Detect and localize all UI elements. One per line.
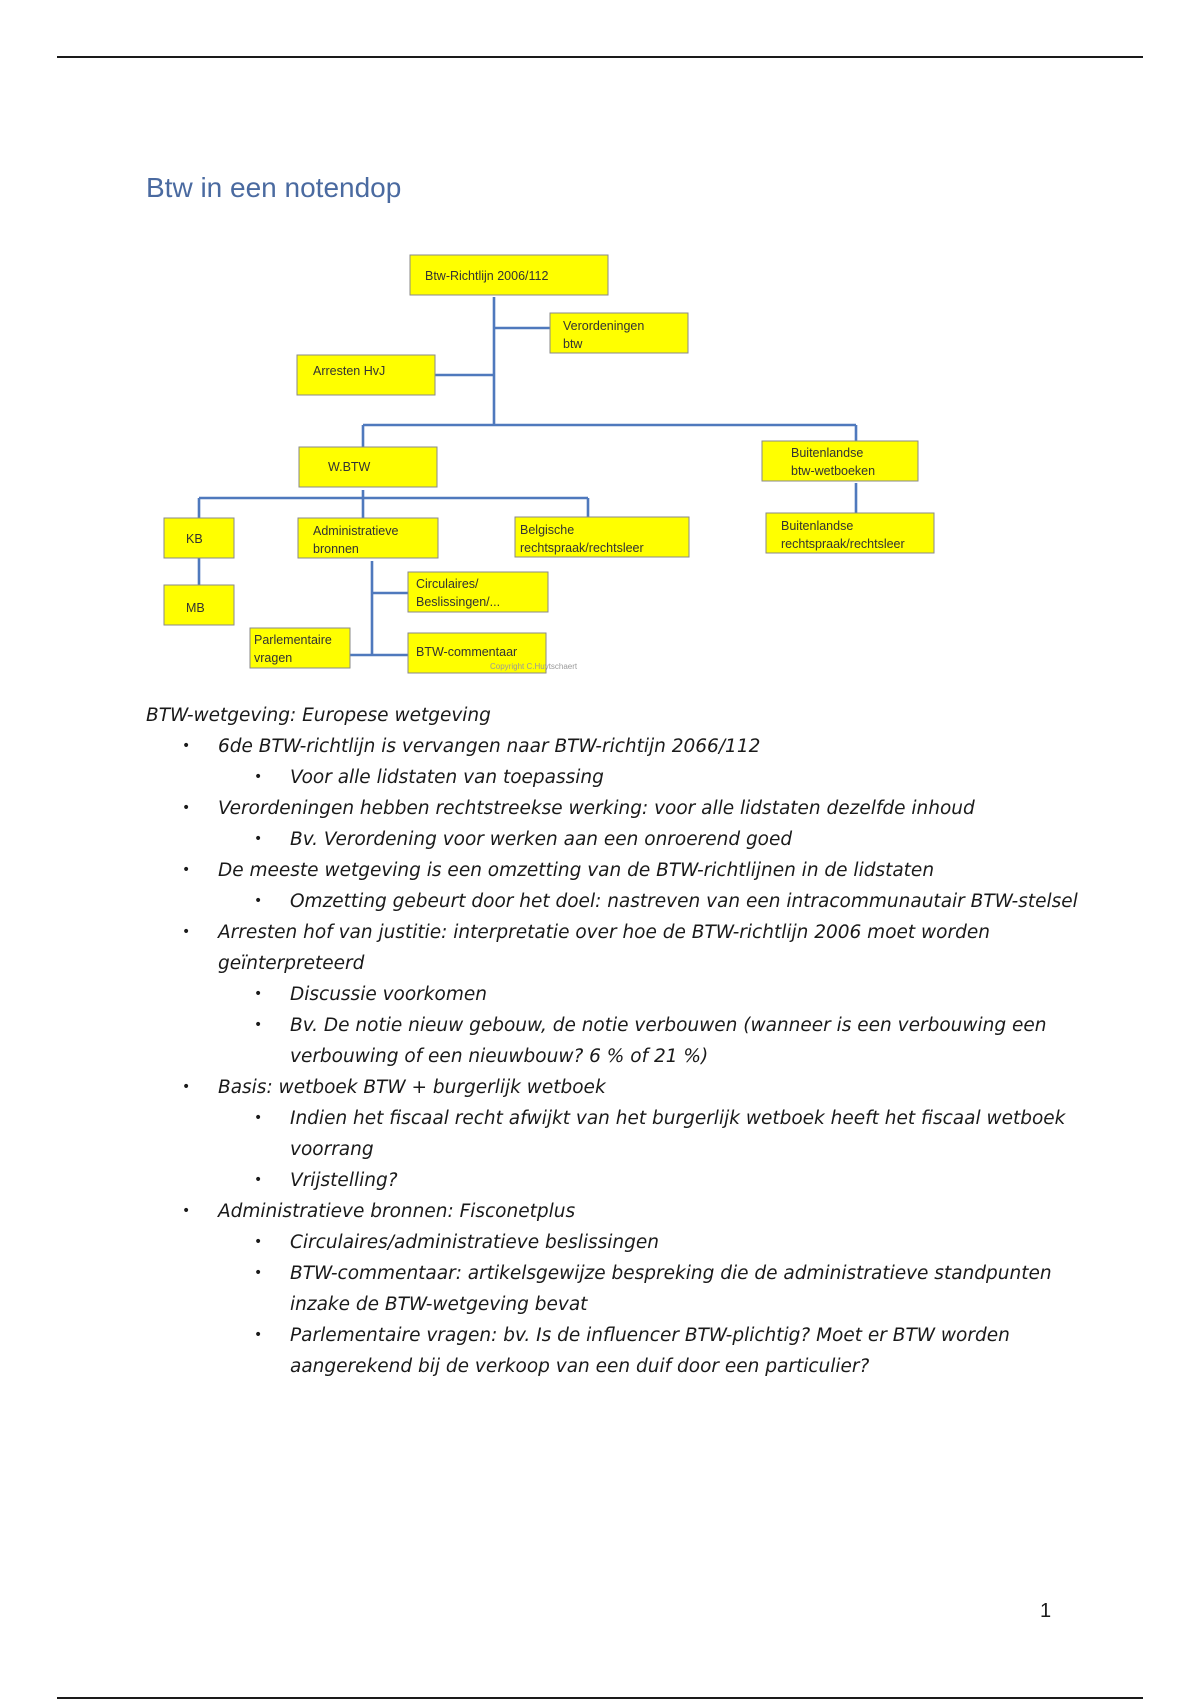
list-item: • De meeste wetgeving is een omzetting van de BTW-richtlijnen in de lidstaten bbox=[146, 855, 1086, 886]
sub-list-item: • Bv. Verordening voor werken aan een onroerend goed bbox=[146, 824, 1086, 855]
svg-text:Beslissingen/...: Beslissingen/... bbox=[416, 595, 501, 609]
list-item: • Administratieve bronnen: Fisconetplus bbox=[146, 1196, 1086, 1227]
copyright-watermark: Copyright C.Huytschaert bbox=[490, 662, 578, 671]
sub-list-item: • Indien het fiscaal recht afwijkt van het burgerlijk wetboek heeft het fiscaal wetboek voorrang bbox=[146, 1103, 1086, 1165]
svg-text:Parlementaire: Parlementaire bbox=[254, 633, 332, 647]
node-wbtw bbox=[299, 447, 437, 487]
sub-list-item: • Discussie voorkomen bbox=[146, 979, 1086, 1010]
node-buitenlandse-rechtspraak bbox=[766, 513, 934, 553]
sub-list-item: • Voor alle lidstaten van toepassing bbox=[146, 762, 1086, 793]
list-item: • Arresten hof van justitie: interpretatie over hoe de BTW-richtlijn 2006 moet worden geïnterpreteerd bbox=[146, 917, 1086, 979]
sub-list-item: • Omzetting gebeurt door het doel: nastreven van een intracommunautair BTW-stelsel bbox=[146, 886, 1086, 917]
svg-text:Administratieve: Administratieve bbox=[313, 524, 399, 538]
list-item: • 6de BTW-richtlijn is vervangen naar BTW-richtijn 2066/112 bbox=[146, 731, 1086, 762]
svg-text:Verordeningen: Verordeningen bbox=[563, 319, 645, 333]
node-richtlijn bbox=[410, 255, 608, 295]
svg-text:KB: KB bbox=[186, 532, 203, 546]
svg-text:BTW-commentaar: BTW-commentaar bbox=[416, 645, 518, 659]
svg-text:bronnen: bronnen bbox=[313, 542, 359, 556]
svg-text:W.BTW: W.BTW bbox=[328, 460, 371, 474]
sub-list-item: • BTW-commentaar: artikelsgewijze bespreking die de administratieve standpunten inzake de BTW-wetgeving bevat bbox=[146, 1258, 1086, 1320]
node-administratieve-bronnen bbox=[298, 518, 438, 558]
page-number: 1 bbox=[1040, 1600, 1052, 1622]
sub-list-item: • Bv. De notie nieuw gebouw, de notie verbouwen (wanneer is een verbouwing een verbouwing of een nieuwbouw? 6 % of 21 %) bbox=[146, 1010, 1086, 1072]
node-arresten bbox=[297, 355, 435, 395]
section-heading: BTW-wetgeving: Europese wetgeving bbox=[146, 705, 491, 726]
node-parlementaire-vragen bbox=[250, 628, 350, 668]
list-item: • Basis: wetboek BTW + burgerlijk wetboek bbox=[146, 1072, 1086, 1103]
node-verordeningen bbox=[550, 313, 688, 353]
sub-list-item: • Vrijstelling? bbox=[146, 1165, 1086, 1196]
svg-text:vragen: vragen bbox=[254, 651, 293, 665]
node-buitenlandse-wetboeken bbox=[762, 441, 918, 481]
svg-text:Buitenlandse: Buitenlandse bbox=[781, 519, 854, 533]
svg-text:rechtspraak/rechtsleer: rechtspraak/rechtsleer bbox=[781, 537, 905, 551]
node-kb bbox=[164, 518, 234, 558]
sub-list-item: • Circulaires/administratieve beslissingen bbox=[146, 1227, 1086, 1258]
bullet-list bbox=[146, 731, 1086, 1382]
svg-text:btw-wetboeken: btw-wetboeken bbox=[791, 464, 876, 478]
bottom-rule bbox=[57, 1697, 1143, 1699]
node-mb bbox=[164, 585, 234, 625]
svg-text:Arresten HvJ: Arresten HvJ bbox=[313, 364, 386, 378]
svg-text:Belgische: Belgische bbox=[520, 523, 575, 537]
svg-text:Btw-Richtlijn 2006/112: Btw-Richtlijn 2006/112 bbox=[425, 269, 549, 283]
node-belgische-rechtspraak bbox=[515, 517, 689, 557]
btw-sources-diagram bbox=[150, 245, 940, 685]
svg-text:Circulaires/: Circulaires/ bbox=[416, 577, 479, 591]
page-title: Btw in een notendop bbox=[146, 172, 402, 203]
list-item: • Verordeningen hebben rechtstreekse werking: voor alle lidstaten dezelfde inhoud bbox=[146, 793, 1086, 824]
svg-text:Buitenlandse: Buitenlandse bbox=[791, 446, 864, 460]
svg-text:rechtspraak/rechtsleer: rechtspraak/rechtsleer bbox=[520, 541, 644, 555]
top-rule bbox=[57, 56, 1143, 58]
svg-text:MB: MB bbox=[186, 601, 205, 615]
document-body bbox=[146, 700, 1086, 1382]
node-circulaires bbox=[408, 572, 548, 612]
svg-text:btw: btw bbox=[563, 337, 583, 351]
sub-list-item: • Parlementaire vragen: bv. Is de influencer BTW-plichtig? Moet er BTW worden aangerekend bij de verkoop van een duif door een particulier? bbox=[146, 1320, 1086, 1382]
